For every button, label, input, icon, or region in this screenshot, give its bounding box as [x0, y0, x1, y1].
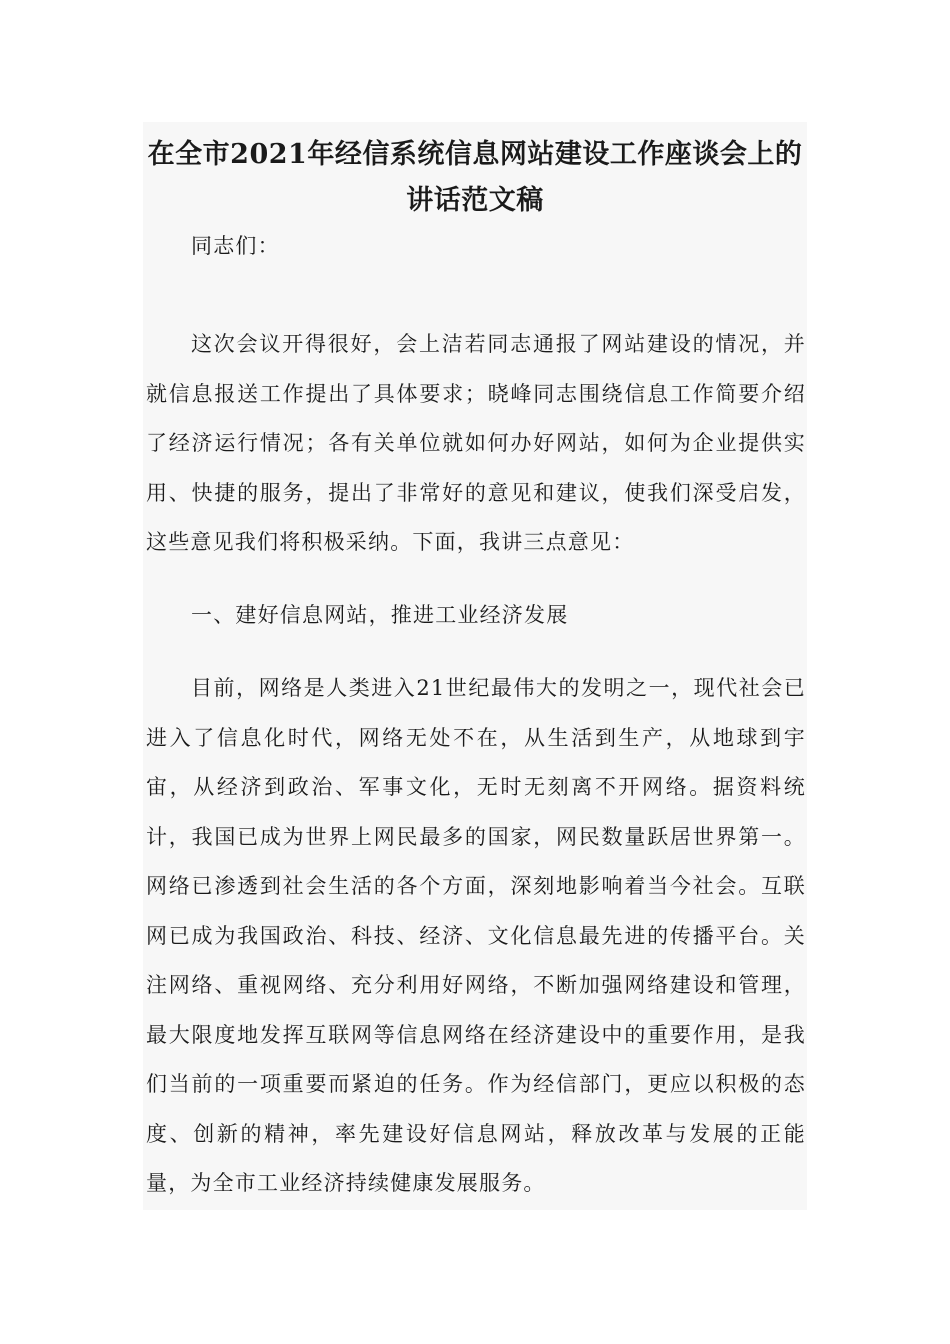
section-body-1: 目前，网络是人类进入21世纪最伟大的发明之一，现代社会已进入了信息化时代，网络无处不在，从生活到生产，从地球到宇宙，从经济到政治、军事文化，无时无刻离不开网络。据资料统计，我国已成为世界上网民最多的国家，网民数量跃居世界第一。网络已渗透到社会生活的各个方面，深刻地影响着当今社会。互联网已成为我国政治、科技、经济、文化信息最先进的传播平台。关注网络、重视网络、充分利用好网络，不断加强网络建设和管理，最大限度地发挥互联网等信息网络在经济建设中的重要作用，是我们当前的一项重要而紧迫的任务。作为经信部门，更应以积极的态度、创新的精神，率先建设好信息网站，释放改革与发展的正能量，为全市工业经济持续健康发展服务。	[146, 676, 806, 1195]
document-title: 在全市2021年经信系统信息网站建设工作座谈会上的讲话范文稿	[147, 139, 803, 216]
salutation: 同志们：	[191, 234, 280, 258]
intro-paragraph: 这次会议开得很好，会上洁若同志通报了网站建设的情况，并就信息报送工作提出了具体要求；晓峰同志围绕信息工作简要介绍了经济运行情况；各有关单位就如何办好网站，如何为企业提供实用、快捷的服务，提出了非常好的意见和建议，使我们深受启发，这些意见我们将积极采纳。下面，我讲三点意见：	[146, 332, 806, 554]
section-heading-1: 一、建好信息网站，推进工业经济发展	[191, 603, 569, 627]
